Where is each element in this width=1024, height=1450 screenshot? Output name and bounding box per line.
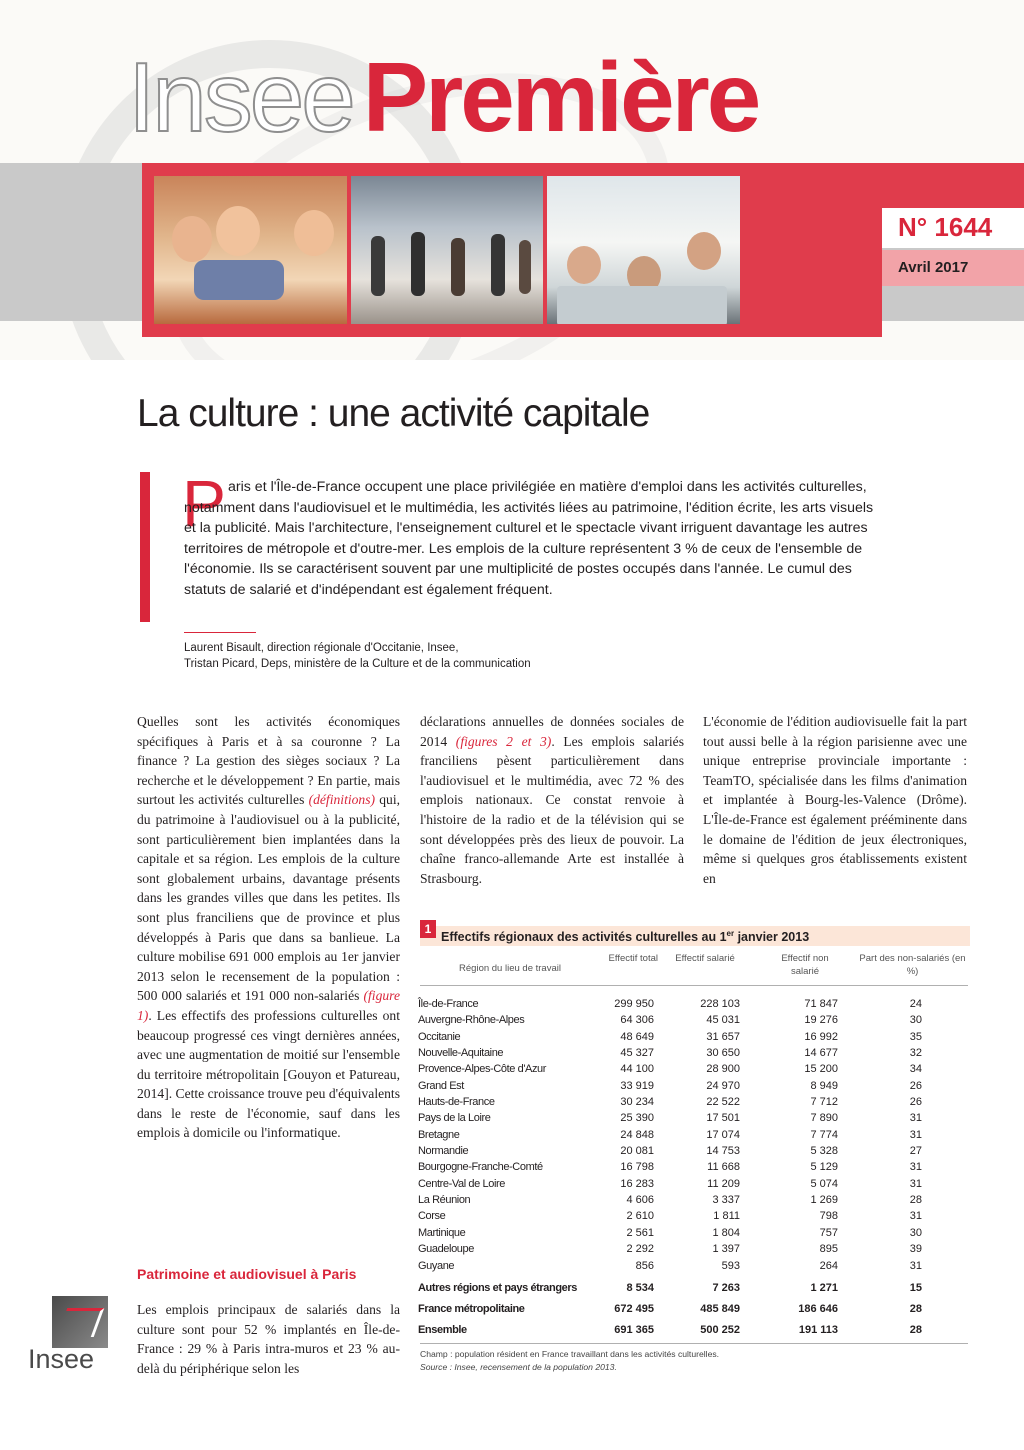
region-cell: Centre-Val de Loire: [418, 1177, 505, 1190]
column-header-non-salarie: Effectif non salarié: [781, 953, 829, 977]
part-cell: 31: [909, 1177, 922, 1190]
region-cell: Bretagne: [418, 1128, 460, 1141]
non-salarie-cell: 16 992: [804, 1030, 838, 1043]
non-salarie-cell: 14 677: [804, 1047, 838, 1060]
part-cell: 34: [909, 1063, 922, 1076]
part-cell: 32: [909, 1047, 922, 1060]
part-cell: 24: [909, 998, 922, 1010]
salarie-cell: 593: [721, 1259, 740, 1272]
salarie-cell: 31 657: [706, 1030, 740, 1043]
table-row: [418, 1078, 970, 1094]
salarie-cell: 22 522: [706, 1096, 740, 1109]
total-cell: 691 365: [614, 1323, 654, 1336]
total-cell: 16 798: [620, 1161, 654, 1174]
table-row: [418, 996, 970, 1012]
region-cell: Corse: [418, 1210, 446, 1223]
table-body: [418, 996, 970, 1341]
region-cell: Auvergne-Rhône-Alpes: [418, 1014, 525, 1027]
table-row: [418, 1045, 970, 1061]
part-cell: 26: [909, 1096, 922, 1109]
column-header-region: Région du lieu de travail: [459, 963, 561, 974]
lead-paragraph: aris et l'Île-de-France occupent une place privilégiée en matière d'emploi dans les activités culturelles, notamment dans l'audiovisuel et le multimédia, les activités liées au patrimoine, l'édition écrite, les arts visuels et la publicité. Mais l'architecture, l'enseignement culturel et le spectacle vivant irriguent davantage les autres territoires de métropole et d'outre-mer. Les emplois de la culture représentent 3 % de ceux de l'ensemble de l'économie. Ils se caractérisent souvent par une multiplicité de postes occupés dans l'année. Le cumul des statuts de salarié et d'indépendant est également fréquent.: [184, 479, 874, 598]
salarie-cell: 30 650: [706, 1047, 740, 1060]
region-cell: Grand Est: [418, 1079, 464, 1092]
body-column-1-continued: Les emplois principaux de salariés dans la culture sont pour 52 % implantés en Île-de-France : 29 % à Paris intra-muros et 23 % au-delà du périphérique selon les: [137, 1302, 400, 1376]
part-cell: 39: [909, 1243, 922, 1256]
salarie-cell: 11 209: [707, 1177, 740, 1190]
part-cell: 30: [909, 1014, 922, 1027]
figure-1-link[interactable]: (figure 1): [137, 988, 400, 1023]
photo-office: [547, 176, 740, 324]
total-cell: 2 610: [626, 1210, 654, 1223]
total-cell: 2 561: [626, 1226, 654, 1239]
part-cell: 31: [909, 1161, 922, 1174]
figure-notes: [420, 1348, 719, 1374]
total-cell: 672 495: [614, 1302, 654, 1315]
salarie-cell: 3 337: [712, 1194, 740, 1207]
total-cell: 25 390: [620, 1112, 654, 1125]
table-row: [418, 1127, 970, 1143]
issue-number: N° 1644: [898, 212, 993, 242]
part-cell: 31: [909, 1210, 922, 1223]
non-salarie-cell: 19 276: [804, 1014, 838, 1027]
non-salarie-cell: 5 074: [810, 1177, 838, 1190]
part-cell: 28: [909, 1194, 922, 1207]
region-cell: Occitanie: [418, 1030, 461, 1043]
non-salarie-cell: 71 847: [804, 998, 838, 1010]
total-cell: 4 606: [626, 1194, 654, 1207]
table-row: [418, 1241, 970, 1257]
figure-scope: Champ : population résident en France travaillant dans les activités culturelles.: [420, 1349, 720, 1359]
authors-rule: [184, 632, 256, 633]
insee-logo-text: Insee: [28, 1344, 95, 1374]
region-cell: Autres régions et pays étrangers: [418, 1281, 577, 1294]
table-footer-rule: [420, 1343, 968, 1344]
total-cell: 856: [635, 1259, 654, 1272]
table-row: [418, 1012, 970, 1028]
total-cell: 24 848: [620, 1128, 654, 1141]
table-row: [418, 1159, 970, 1175]
total-cell: 299 950: [614, 998, 654, 1010]
non-salarie-cell: 5 129: [810, 1161, 838, 1174]
red-band: [880, 163, 1024, 208]
salarie-cell: 1 397: [712, 1243, 740, 1256]
part-cell: 31: [909, 1128, 922, 1141]
figure-title: Effectifs régionaux des activités culturelles au 1er janvier 2013: [441, 929, 810, 945]
non-salarie-cell: 8 949: [810, 1079, 838, 1092]
region-cell: Pays de la Loire: [418, 1112, 491, 1125]
non-salarie-cell: 191 113: [798, 1323, 838, 1336]
region-cell: Bourgogne-Franche-Comté: [418, 1161, 543, 1174]
non-salarie-cell: 15 200: [804, 1063, 838, 1076]
photo-children: [154, 176, 347, 324]
column-header-total: Effectif total: [608, 953, 658, 964]
non-salarie-cell: 7 774: [810, 1128, 838, 1141]
insee-premiere-logo: Insee Première: [128, 42, 759, 152]
non-salarie-cell: 186 646: [798, 1302, 838, 1315]
insee-logo-icon: [52, 1296, 108, 1348]
body-column-1: Quelles sont les activités économiques spécifiques à Paris et à sa couronne ? La finance ? La gestion des sièges sociaux ? La recherche et le développement ? En partie, mais surtout les activités culturelles (définitions) qui, du patrimoine à l'audiovisuel ou à la publicité, sont particulièrement bien implantées dans la capitale et sa région. Les emplois de la culture sont globalement urbains, davantage présents dans les grandes villes que dans les petites. Ils sont plus franciliens que de province et plus développés à Paris que dans sa banlieue. La culture mobilise 691 000 emplois au 1er janvier 2013 selon le recensement de la population : 500 000 salariés et 191 000 non-salariés (figure 1). Les effectifs des professions culturelles ont beaucoup progressé ces vingt dernières années, avec une augmentation de moitié sur l'ensemble du territoire métropolitain [Gouyon et Patureau, 2014]. Cette croissance trouve peu d'équivalents dans le reste de l'économie, sauf dans les emplois à domicile ou l'informatique.: [137, 714, 400, 1141]
total-cell: 2 292: [626, 1243, 654, 1256]
table-row: [418, 1110, 970, 1126]
table-total-row: [418, 1320, 970, 1341]
table-header-rule: [420, 985, 968, 986]
non-salarie-cell: 1 271: [810, 1281, 838, 1294]
non-salarie-cell: 7 890: [810, 1112, 838, 1125]
photo-strip: [154, 176, 740, 324]
figure-number: 1: [420, 920, 436, 938]
salarie-cell: 1 804: [712, 1226, 740, 1239]
non-salarie-cell: 7 712: [810, 1096, 838, 1109]
non-salarie-cell: 5 328: [810, 1145, 838, 1158]
author-1: Laurent Bisault, direction régionale d'Occitanie, Insee,: [184, 642, 459, 654]
non-salarie-cell: 798: [819, 1210, 838, 1223]
region-cell: France métropolitaine: [418, 1302, 525, 1315]
salarie-cell: 24 970: [706, 1079, 740, 1092]
salarie-cell: 17 074: [706, 1128, 740, 1141]
region-cell: Provence-Alpes-Côte d'Azur: [418, 1063, 547, 1076]
salarie-cell: 17 501: [706, 1112, 740, 1125]
body-column-2: déclarations annuelles de données sociales de 2014 (figures 2 et 3). Les emplois salariés franciliens pèsent particulièrement dans l'audiovisuel et le multimédia, avec 72 % des emplois nationaux. Ce constat renvoie à l'histoire de la radio et de la télévision qui se sont développées près des lieux de pouvoir. La chaîne franco-allemande Arte est installée à Strasbourg.: [420, 714, 684, 886]
region-cell: Guyane: [418, 1259, 455, 1272]
table-row: [418, 1061, 970, 1077]
column-header-part: Part des non-salariés (en %): [859, 953, 966, 977]
part-cell: 30: [909, 1226, 922, 1239]
part-cell: 15: [909, 1281, 922, 1294]
part-cell: 31: [909, 1259, 922, 1272]
salarie-cell: 500 252: [700, 1323, 740, 1336]
total-cell: 64 306: [620, 1014, 654, 1027]
table-row: [418, 1192, 970, 1208]
region-cell: Normandie: [418, 1145, 469, 1158]
region-cell: Guadeloupe: [418, 1243, 474, 1256]
table-row: [418, 1094, 970, 1110]
table-row: [418, 1258, 970, 1274]
non-salarie-cell: 895: [819, 1243, 838, 1256]
total-cell: 44 100: [620, 1063, 654, 1076]
definitions-link[interactable]: (définitions): [308, 792, 376, 808]
total-cell: 45 327: [620, 1047, 654, 1060]
authors: [184, 640, 531, 672]
salarie-cell: 14 753: [706, 1145, 740, 1158]
article-title: La culture : une activité capitale: [137, 392, 650, 435]
body-column-3: L'économie de l'édition audiovisuelle fait la part tout aussi belle à la région parisienne avec une unique entreprise provinciale importante : TeamTO, spécialisée dans les films d'animation et implantée à Bourg-les-Valence (Drôme). L'Île-de-France est également prééminente dans le domaine de l'édition de jeux électroniques, même si quelques gros établissements existent en: [703, 714, 967, 886]
table-row: [418, 1029, 970, 1045]
region-cell: Ensemble: [418, 1323, 467, 1336]
salarie-cell: 45 031: [706, 1014, 740, 1027]
issue-date: Avril 2017: [898, 259, 969, 276]
table-row: [418, 1176, 970, 1192]
total-cell: 20 081: [620, 1145, 654, 1158]
non-salarie-cell: 264: [819, 1259, 838, 1272]
region-cell: Martinique: [418, 1226, 466, 1239]
total-cell: 8 534: [626, 1281, 654, 1294]
insee-logo: [28, 1296, 118, 1376]
table-row: [418, 1208, 970, 1224]
total-cell: 33 919: [620, 1079, 654, 1092]
part-cell: 28: [909, 1323, 922, 1336]
table-total-row: [418, 1299, 970, 1320]
figure-source: Source : Insee, recensement de la population 2013.: [420, 1362, 617, 1372]
region-cell: Nouvelle-Aquitaine: [418, 1047, 504, 1060]
table-row: [418, 1225, 970, 1241]
section-heading: Patrimoine et audiovisuel à Paris: [137, 1266, 357, 1282]
column-header-salarie: Effectif salarié: [675, 953, 735, 964]
table-row: [418, 1143, 970, 1159]
non-salarie-cell: 1 269: [810, 1194, 838, 1207]
salarie-cell: 7 263: [712, 1281, 740, 1294]
part-cell: 28: [909, 1302, 922, 1315]
salarie-cell: 1 811: [713, 1210, 740, 1223]
figures-2-3-link[interactable]: (figures 2 et 3): [455, 733, 552, 749]
total-cell: 48 649: [620, 1030, 654, 1043]
total-cell: 16 283: [620, 1177, 654, 1190]
non-salarie-cell: 757: [819, 1226, 838, 1239]
salarie-cell: 228 103: [700, 998, 740, 1010]
author-2: Tristan Picard, Deps, ministère de la Culture et de la communication: [184, 658, 531, 670]
region-cell: La Réunion: [418, 1194, 471, 1207]
part-cell: 27: [909, 1145, 922, 1158]
region-cell: Hauts-de-France: [418, 1096, 495, 1109]
part-cell: 31: [909, 1112, 922, 1125]
table-total-row: [418, 1278, 970, 1299]
region-cell: Île-de-France: [418, 998, 479, 1010]
photo-crowd: [351, 176, 544, 324]
part-cell: 26: [909, 1079, 922, 1092]
salarie-cell: 485 849: [700, 1302, 740, 1315]
drop-cap: P: [182, 466, 227, 540]
total-cell: 30 234: [620, 1096, 654, 1109]
salarie-cell: 28 900: [706, 1063, 740, 1076]
masthead: [0, 0, 1024, 360]
lead-accent-bar: [140, 472, 150, 622]
salarie-cell: 11 668: [707, 1161, 740, 1174]
part-cell: 35: [909, 1030, 922, 1043]
